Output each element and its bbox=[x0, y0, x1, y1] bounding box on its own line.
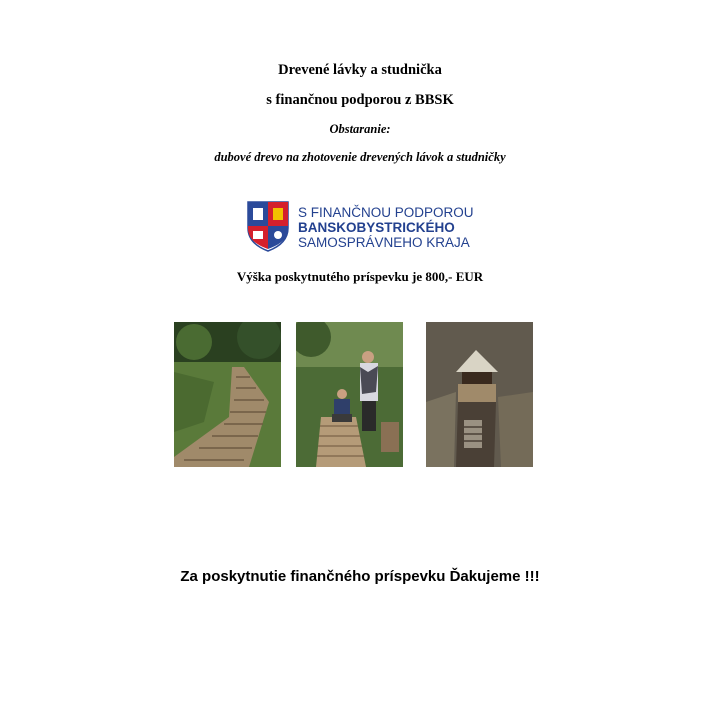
boardwalk-photo bbox=[174, 322, 281, 467]
bbsk-logo bbox=[246, 200, 486, 252]
thanks-message: Za poskytnutie finančného príspevku Ďakujeme !!! bbox=[180, 568, 540, 585]
logo-line-1: S FINANČNOU PODPOROU bbox=[298, 205, 474, 220]
small-well-photo-icon bbox=[426, 322, 533, 467]
procurement-text: dubové drevo na zhotovenie drevených lávok a studničky bbox=[214, 150, 506, 164]
wooden-boardwalk-photo-icon bbox=[174, 322, 281, 467]
document-title: Drevené lávky a studnička bbox=[278, 62, 442, 78]
workers-building-boardwalk-photo-icon bbox=[296, 322, 403, 467]
document-subtitle: s finančnou podporou z BBSK bbox=[266, 92, 454, 108]
contribution-amount: Výška poskytnutého príspevku je 800,- EUR bbox=[236, 269, 484, 284]
logo-line-2: BANSKOBYSTRICKÉHO bbox=[298, 220, 455, 235]
workers-photo bbox=[296, 322, 403, 467]
coat-of-arms-icon bbox=[246, 200, 290, 252]
procurement-label: Obstaranie: bbox=[329, 122, 391, 136]
well-photo bbox=[426, 322, 533, 467]
logo-line-3: SAMOSPRÁVNEHO KRAJA bbox=[298, 235, 470, 250]
